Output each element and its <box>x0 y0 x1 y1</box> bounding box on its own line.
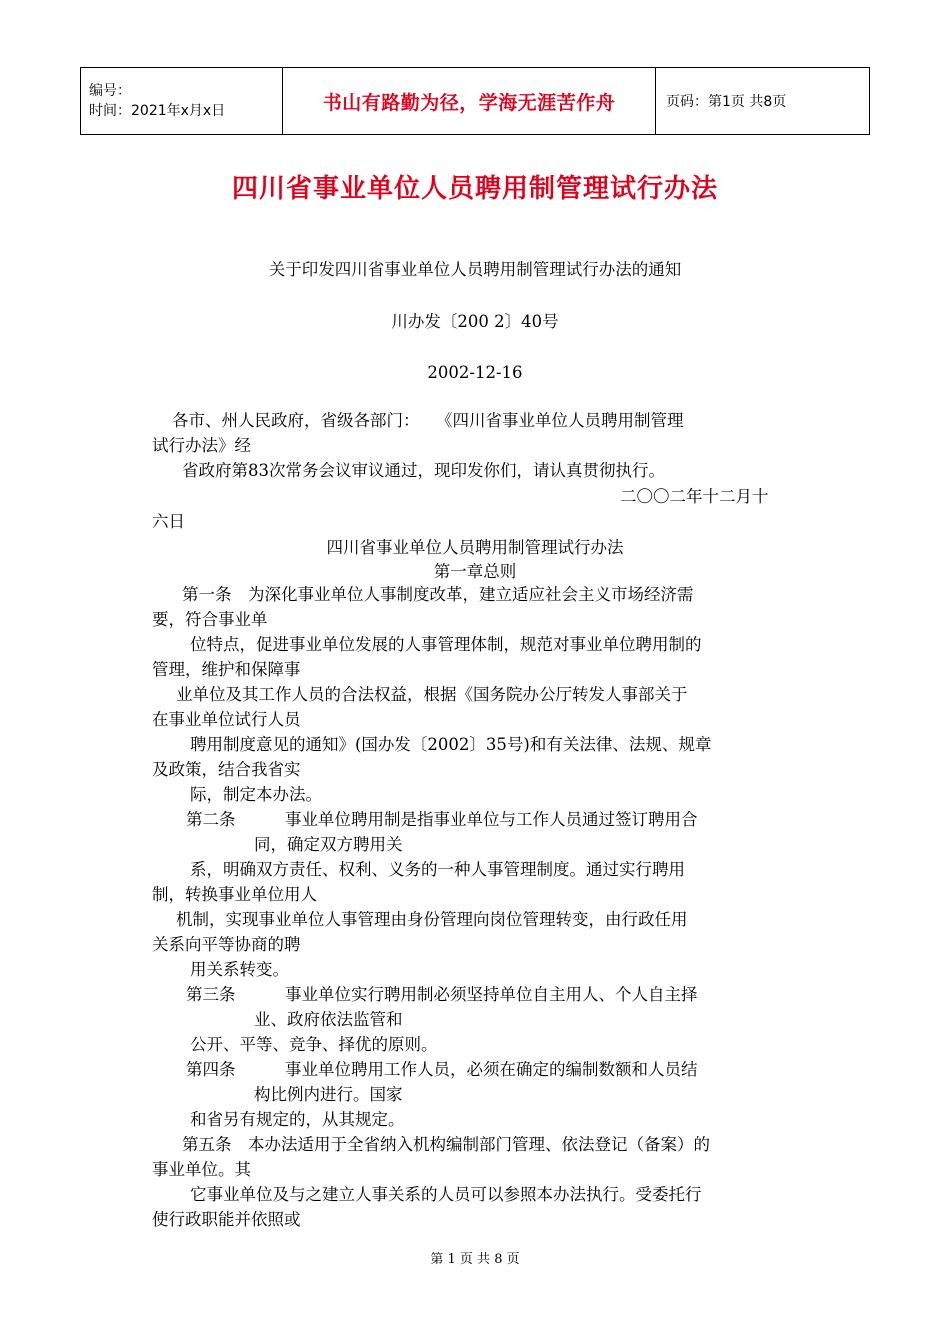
number-label: 编号： <box>89 83 131 99</box>
body-line: 第三条 事业单位实行聘用制必须坚持单位自主用人、个人自主择 <box>186 985 698 1004</box>
header-motto-cell <box>283 68 656 134</box>
body-line: 业单位及其工作人员的合法权益，根据《国务院办公厅转发人事部关于 <box>176 685 688 704</box>
body-line: 省政府第83次常务会议审议通过，现印发你们，请认真贯彻执行。 <box>182 461 665 480</box>
body-line: 在事业单位试行人员 <box>152 710 301 729</box>
body-line: 机制，实现事业单位人事管理由身份管理向岗位管理转变，由行政任用 <box>176 910 688 929</box>
body-line: 及政策，结合我省实 <box>152 760 301 779</box>
body-line: 构比例内进行。国家 <box>254 1085 403 1104</box>
body-line: 关系向平等协商的聘 <box>152 935 301 954</box>
signature-date-cont: 六日 <box>152 512 185 531</box>
body-line: 位特点，促进事业单位发展的人事管理体制，规范对事业单位聘用制的 <box>190 635 702 654</box>
body-line: 事业单位。其 <box>152 1160 251 1179</box>
body-line: 聘用制度意见的通知》(国办发〔2002〕35号)和有关法律、法规、规章 <box>190 735 712 754</box>
body-line: 试行办法》经 <box>152 436 251 455</box>
body-line: 要，符合事业单 <box>152 610 268 629</box>
notice-heading: 关于印发四川省事业单位人员聘用制管理试行办法的通知 <box>268 260 682 279</box>
body-line: 管理，维护和保障事 <box>152 660 301 679</box>
signature-date: 二〇〇二年十二月十 <box>620 487 769 506</box>
body-line: 系，明确双方责任、权利、义务的一种人事管理制度。通过实行聘用 <box>190 860 685 879</box>
notice-date: 2002-12-16 <box>427 363 523 382</box>
header-page-cell <box>656 68 869 134</box>
doc-number: 川办发〔200 2〕40号 <box>391 312 559 331</box>
header-meta <box>81 68 283 134</box>
header-table <box>80 67 870 135</box>
motto: 书山有路勤为径，学海无涯苦作舟 <box>322 91 616 114</box>
time-label: 时间：2021年x月x日 <box>89 103 226 119</box>
body-line: 际，制定本办法。 <box>190 785 322 804</box>
body-line: 它事业单位及与之建立人事关系的人员可以参照本办法执行。受委托行 <box>190 1185 702 1204</box>
document-title: 四川省事业单位人员聘用制管理试行办法 <box>231 174 718 204</box>
body-line: 用关系转变。 <box>190 960 289 979</box>
body-line: 公开、平等、竞争、择优的原则。 <box>190 1035 438 1054</box>
body-line: 使行政职能并依照或 <box>152 1210 301 1229</box>
page-info: 页码：第1页 共8页 <box>666 94 787 110</box>
section-title: 四川省事业单位人员聘用制管理试行办法 <box>326 538 624 557</box>
body-line: 第四条 事业单位聘用工作人员，必须在确定的编制数额和人员结 <box>186 1060 698 1079</box>
body-line: 第五条 本办法适用于全省纳入机构编制部门管理、依法登记（备案）的 <box>182 1135 710 1154</box>
body-line: 和省另有规定的，从其规定。 <box>190 1110 405 1129</box>
body-line: 同，确定双方聘用关 <box>254 835 403 854</box>
body-line: 第二条 事业单位聘用制是指事业单位与工作人员通过签订聘用合 <box>186 810 698 829</box>
chapter-title: 第一章总则 <box>433 562 517 581</box>
body-line: 业、政府依法监管和 <box>254 1010 403 1029</box>
page-footer: 第 1 页 共 8 页 <box>430 1252 520 1267</box>
body-line: 各市、州人民政府，省级各部门： 《四川省事业单位人员聘用制管理 <box>172 411 684 430</box>
body-line: 第一条 为深化事业单位人事制度改革，建立适应社会主义市场经济需 <box>182 585 694 604</box>
body-line: 制，转换事业单位用人 <box>152 885 317 904</box>
